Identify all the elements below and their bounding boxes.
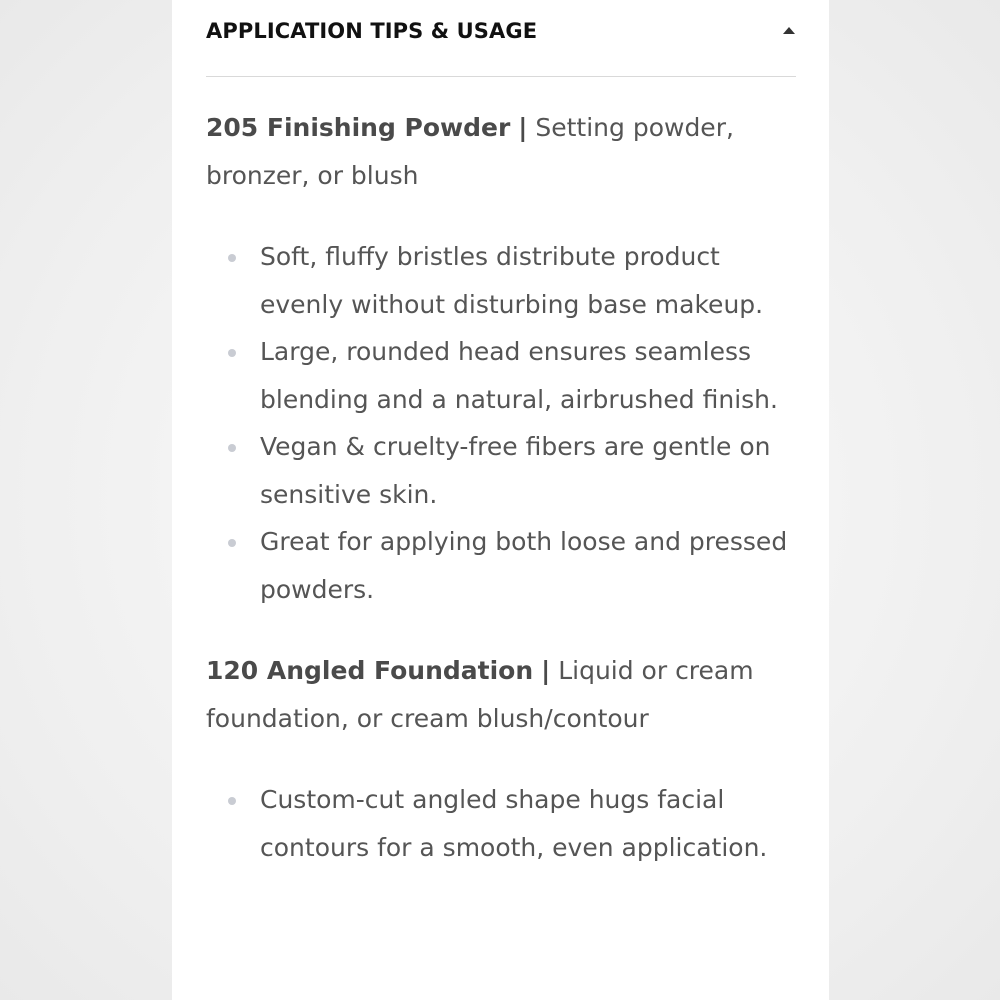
separator: |: [518, 113, 528, 142]
product-name: 205 Finishing Powder: [206, 113, 511, 142]
accordion-content: [206, 104, 801, 905]
product-use: Setting powder, bronzer, or blush: [206, 113, 734, 190]
product-name: 120 Angled Foundation: [206, 656, 534, 685]
list-item: Vegan & cruelty-free fibers are gentle on sensitive skin.: [260, 423, 801, 518]
product-heading-angled-foundation: [206, 647, 801, 742]
list-item: Soft, fluffy bristles distribute product evenly without disturbing base makeup.: [260, 233, 801, 328]
feature-list-finishing-powder: [206, 233, 801, 613]
list-item: Large, rounded head ensures seamless blending and a natural, airbrushed finish.: [260, 328, 801, 423]
accordion-title: APPLICATION TIPS & USAGE: [206, 19, 538, 43]
product-heading-finishing-powder: [206, 104, 801, 199]
product-details-panel: [172, 0, 829, 1000]
accordion-header-application-tips[interactable]: [206, 0, 796, 77]
caret-up-icon[interactable]: [783, 27, 795, 34]
list-item: Great for applying both loose and pressed powders.: [260, 518, 801, 613]
feature-list-angled-foundation: [206, 776, 801, 871]
list-item: Custom-cut angled shape hugs facial contours for a smooth, even application.: [260, 776, 801, 871]
product-use: Liquid or cream foundation, or cream blush/contour: [206, 656, 754, 733]
separator: |: [541, 656, 551, 685]
